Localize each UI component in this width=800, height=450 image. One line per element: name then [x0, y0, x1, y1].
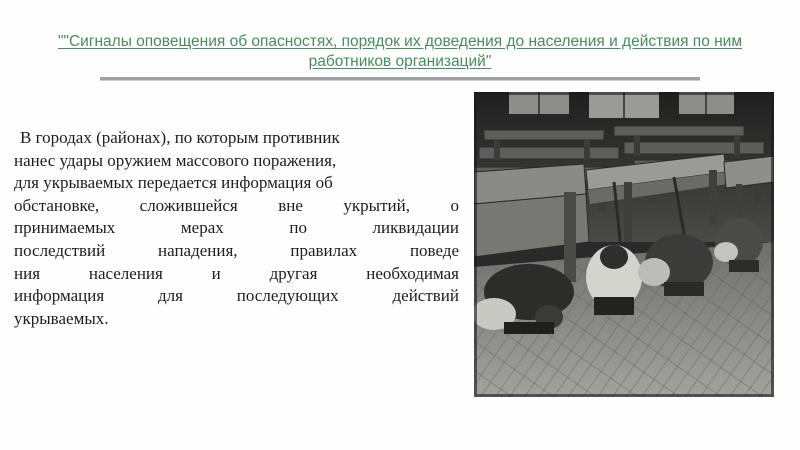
- classroom-duck-and-cover-photo: [474, 92, 774, 397]
- body-line: принимаемых мерах по ликвидации: [14, 218, 459, 238]
- title-divider: [100, 77, 700, 81]
- body-line: обстановке, сложившейся вне укрытий, о: [14, 195, 459, 215]
- child-figure: [586, 245, 642, 315]
- slide-title: ""Сигналы оповещения об опасностях, порядок их доведения до населения и действия по ним работников организаций": [57, 33, 742, 70]
- body-paragraph: [14, 127, 459, 330]
- body-line: укрываемых.: [14, 308, 109, 328]
- body-line: ния населения и другая необходимая: [14, 263, 459, 283]
- body-line: последствий нападения, правилах поведе: [14, 240, 459, 260]
- body-line: для укрываемых передается информация об: [14, 173, 333, 193]
- body-line: информация для последующих действий: [14, 286, 459, 306]
- photo-illustration: [474, 92, 774, 397]
- body-line: В городах (районах), по которым противник: [20, 128, 340, 147]
- body-line: нанес удары оружием массового поражения,: [14, 150, 337, 170]
